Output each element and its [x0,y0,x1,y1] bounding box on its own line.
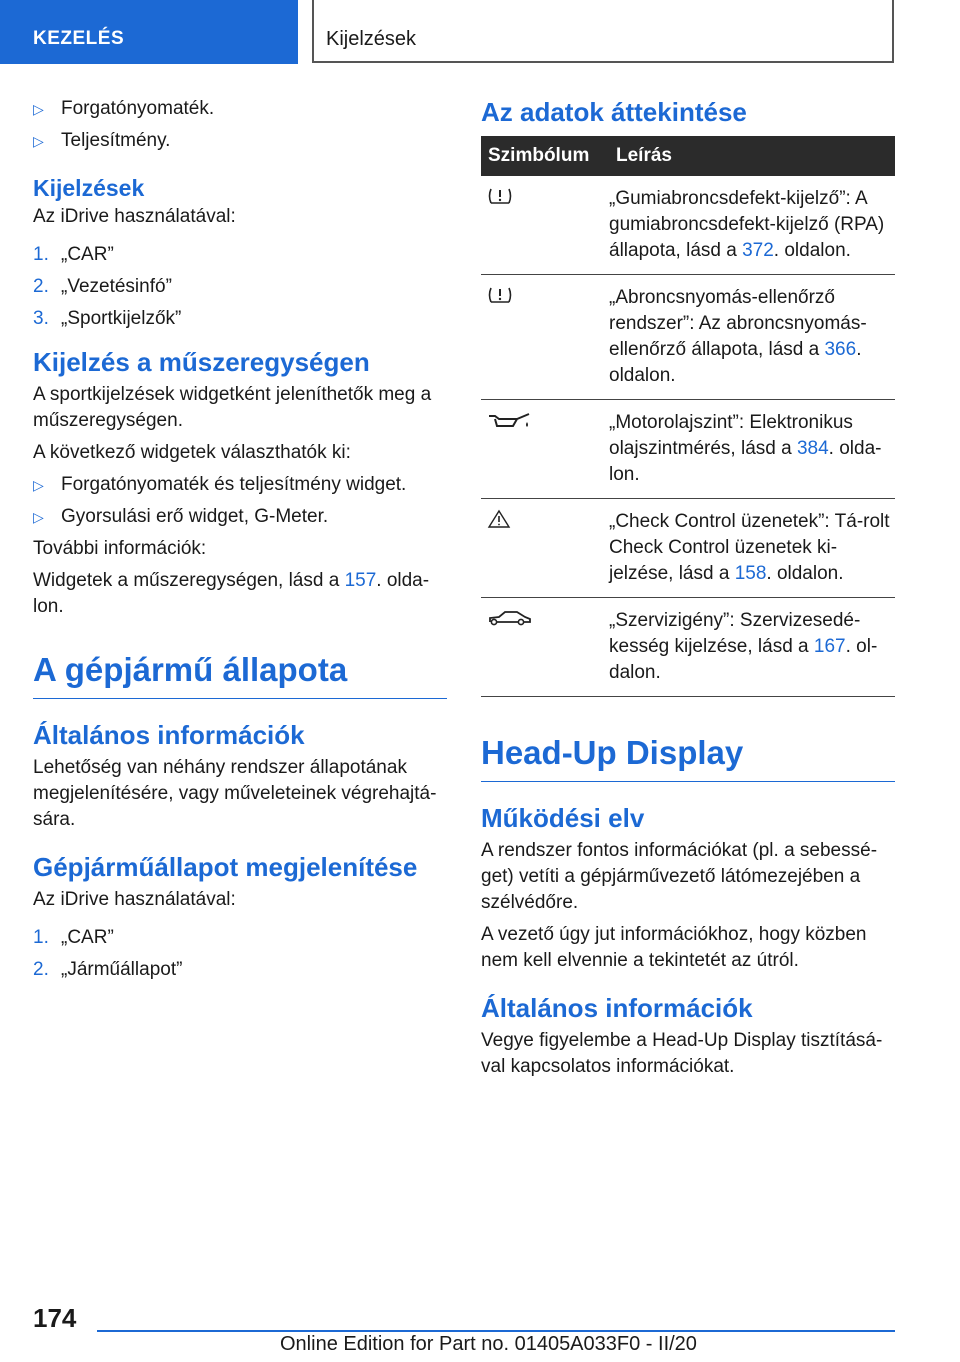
step-number: 2. [33,276,49,297]
page-link[interactable]: 157 [344,570,377,591]
footer-divider [97,1330,895,1332]
paragraph: További információk: [33,538,207,559]
text: . olda-lon. [609,438,882,485]
footer-edition: Online Edition for Part no. 01405A033F0 - II/20 [280,1333,697,1355]
list-item [33,504,447,530]
description-cell [609,598,895,697]
section-heading-general: Általános információk [481,993,753,1023]
step-number: 1. [33,244,49,265]
paragraph: A következő widgetek választhatók ki: [33,442,351,463]
list-item-text: Forgatónyomaték. [61,98,215,119]
table-header-row [481,136,895,176]
symbol-cell [481,499,609,598]
page-link[interactable]: 366 [824,339,857,360]
page-link[interactable]: 158 [734,563,767,584]
service-car-icon [487,608,533,628]
list-item [33,128,447,154]
table-header-symbol: Szimbólum [481,136,609,176]
table-row [481,275,895,400]
paragraph: A rendszer fontos információkat (pl. a sebessé-get) vetíti a gépjárművezető látómezejében a szélvédőre. [481,840,878,913]
tire-pressure-monitor-icon [487,285,513,305]
table-header-description: Leírás [609,136,895,176]
section-heading-kijelzesek: Kijelzések [33,175,145,201]
paragraph-with-link [33,568,447,620]
right-column [481,96,895,1086]
chapter-heading-hud: Head-Up Display [481,733,895,782]
section-heading-principle: Működési elv [481,803,645,833]
description-cell [609,499,895,598]
section-heading-overview: Az adatok áttekintése [481,97,747,127]
symbol-cell [481,400,609,499]
table-row [481,176,895,275]
oil-level-icon [487,410,533,430]
section-heading-muszer: Kijelzés a műszeregységen [33,347,370,377]
paragraph: Lehetőség van néhány rendszer állapotának megjelenítésére, vagy műveleteinek végrehajtá-sára. [33,757,437,830]
list-item [33,96,447,122]
step-text: „Vezetésinfó” [61,276,172,297]
header-title-box [312,0,894,63]
list-item [33,472,447,498]
text: „Gumiabroncsdefekt-kijelző”: A gumiabroncsdefekt-kijelző (RPA) állapota, lásd a [609,188,885,261]
paragraph: Az iDrive használatával: [33,206,236,227]
tire-pressure-warning-icon [487,186,513,206]
text: . ol-dalon. [609,636,878,683]
left-column [33,96,447,989]
table-row [481,499,895,598]
triangle-bullet-icon: ▷ [33,509,44,525]
step-text: „Sportkijelzők” [61,308,182,329]
header-section-label: KEZELÉS [33,28,125,49]
step-item [33,925,447,951]
triangle-bullet-icon: ▷ [33,133,44,149]
text: „Motorolajszint”: Elektronikus olajszintmérés, lásd a [609,412,853,459]
paragraph: A sportkijelzések widgetként jeleníthetők meg a műszeregységen. [33,384,432,431]
step-text: „Járműállapot” [61,959,183,980]
text: „Szervizigény”: Szervizesedé-kesség kijelzése, lásd a [609,610,861,657]
symbol-cell [481,598,609,697]
step-item [33,957,447,983]
list-item-text: Forgatónyomaték és teljesítmény widget. [61,474,407,495]
paragraph: Az iDrive használatával: [33,889,236,910]
text: . oldalon. [773,240,851,261]
page-link[interactable]: 372 [742,240,774,261]
list-item-text: Teljesítmény. [61,130,171,151]
triangle-bullet-icon: ▷ [33,477,44,493]
page-link[interactable]: 384 [796,438,829,459]
text: Widgetek a műszeregységen, lásd a [33,570,345,591]
table-row [481,598,895,697]
page-number: 174 [33,1303,77,1333]
chapter-heading-allapot: A gépjármű állapota [33,650,447,699]
step-number: 3. [33,308,49,329]
description-cell [609,275,895,400]
text: . oldalon. [609,339,862,386]
symbol-table [481,136,895,697]
step-item [33,274,447,300]
text: „Abroncsnyomás-ellenőrző rendszer”: Az abroncsnyomás-ellenőrző állapota, lásd a [609,287,867,360]
description-cell [609,400,895,499]
paragraph: Vegye figyelembe a Head-Up Display tisztításá-val kapcsolatos információkat. [481,1030,883,1077]
step-item [33,242,447,268]
step-item [33,306,447,332]
step-text: „CAR” [61,927,114,948]
step-number: 1. [33,927,49,948]
step-text: „CAR” [61,244,114,265]
table-row [481,400,895,499]
page-link[interactable]: 167 [813,636,846,657]
triangle-bullet-icon: ▷ [33,101,44,117]
text: „Check Control üzenetek”: Tá-rolt Check Control üzenetek ki-jelzése, lásd a [609,511,890,584]
symbol-cell [481,275,609,400]
section-heading-general: Általános információk [33,720,305,750]
symbol-cell [481,176,609,275]
text: . olda-lon. [33,570,430,617]
list-item-text: Gyorsulási erő widget, G-Meter. [61,506,329,527]
header-title: Kijelzések [326,28,417,50]
description-cell [609,176,895,275]
paragraph: A vezető úgy jut információkhoz, hogy közben nem kell elvennie a tekintetét az útról. [481,924,867,971]
step-number: 2. [33,959,49,980]
header-section-tab [0,0,298,64]
text: . oldalon. [766,563,844,584]
warning-triangle-icon [487,509,511,529]
section-heading-display: Gépjárműállapot megjelenítése [33,852,418,882]
